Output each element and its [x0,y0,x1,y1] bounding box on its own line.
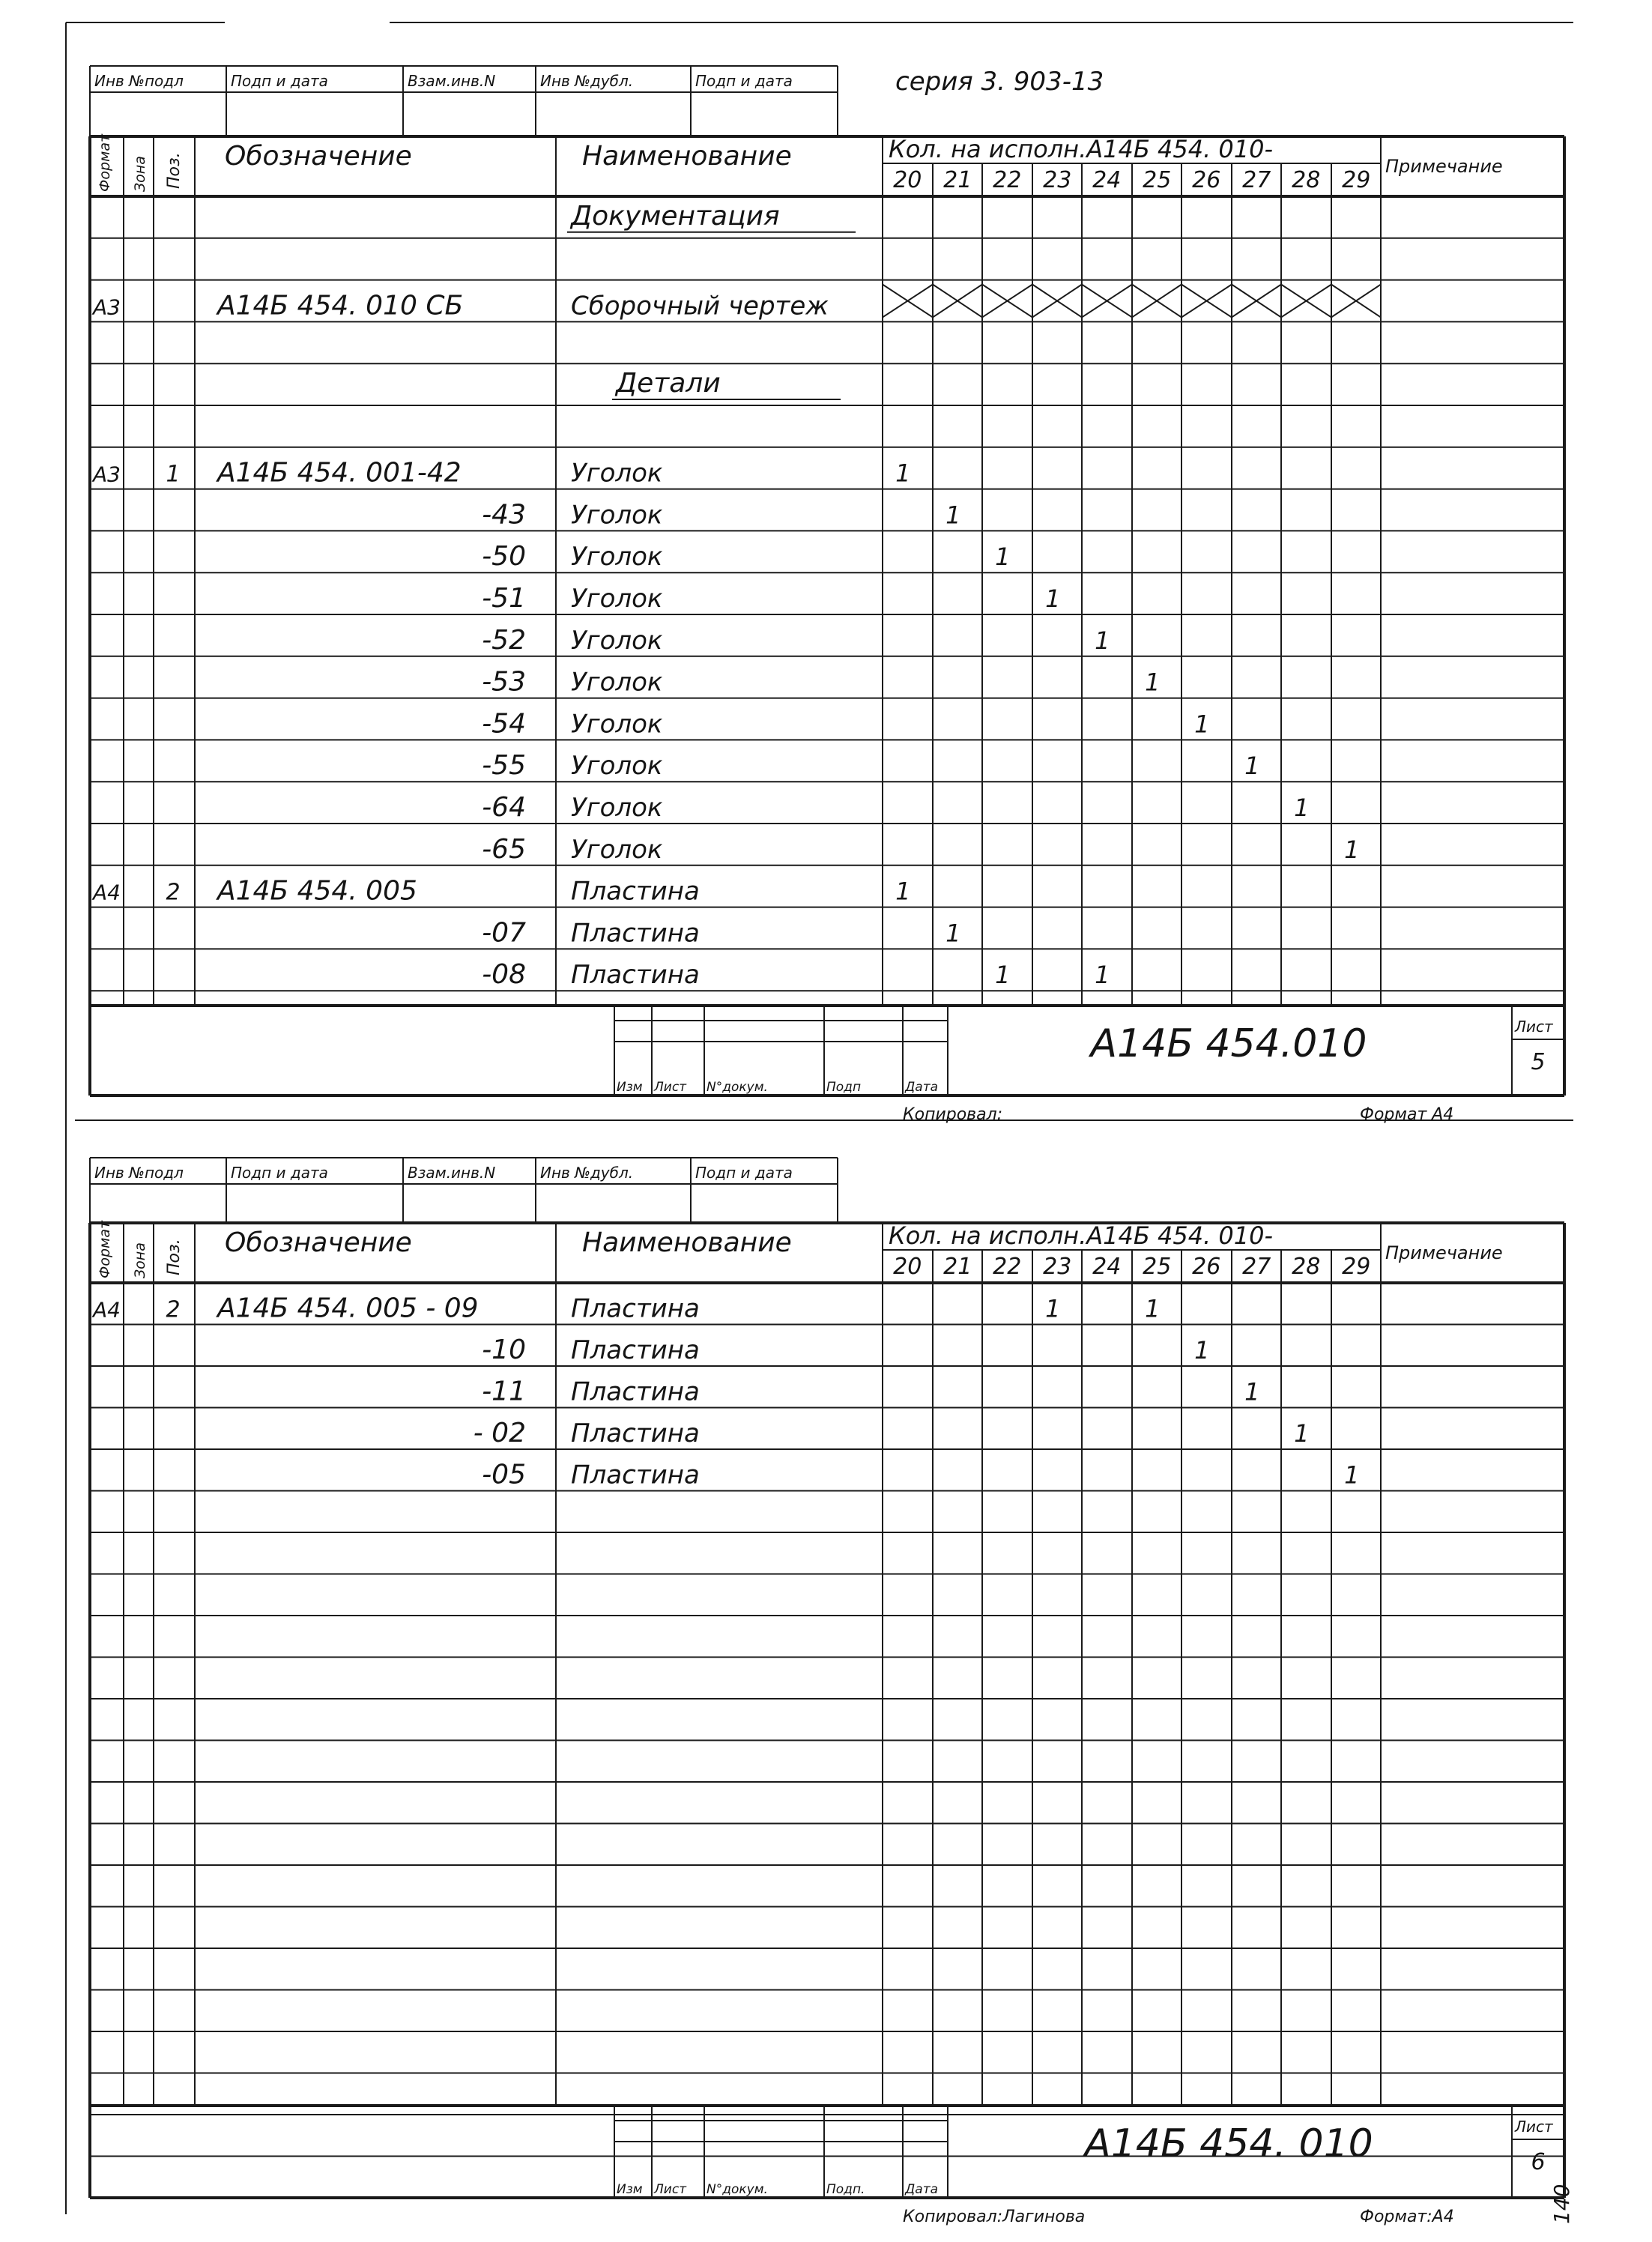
cell-designation: -05 [482,1459,526,1490]
qty-value: 1 [995,961,1011,990]
cell-name: Уголок [571,793,663,823]
sheet-label: Лист [1515,1018,1553,1036]
format-note: Формат А4 [1360,1105,1454,1124]
qty-value: 1 [1244,1377,1260,1406]
header-qty-col: 23 [1043,167,1072,193]
cell-designation: -53 [482,666,526,698]
section-title: Документация [571,200,780,232]
cell-designation: А14Б 454. 005 - 09 [217,1293,479,1324]
document-code: А14Б 454.010 [1090,1021,1367,1066]
header-qty-col: 27 [1242,167,1271,193]
cell-pos: 2 [166,1296,181,1323]
qty-value: 1 [1095,626,1110,655]
stamp-header: Взам.инв.N [408,72,496,90]
qty-value: 1 [895,459,911,488]
cell-designation: -52 [482,624,526,656]
cell-name: Пластина [571,1460,700,1490]
cell-name: Пластина [571,1293,700,1324]
stamp-header: Инв №подл [94,72,184,90]
header-qty-title: Кол. на исполн.А14Б 454. 010- [889,1221,1274,1250]
header-qty-col: 21 [943,1254,972,1280]
qty-value: 1 [1294,794,1310,822]
frame-lines [66,22,1573,2214]
qty-value: 1 [945,501,961,530]
header-note: Примечание [1385,156,1503,177]
header-qty-col: 29 [1342,1254,1371,1280]
title-block-label: Лист [654,1080,687,1095]
qty-value: 1 [945,919,961,948]
cell-name: Уголок [571,584,663,614]
qty-value: 1 [1045,1294,1061,1323]
header-qty-col: 28 [1292,167,1321,193]
cell-name: Пластина [571,960,700,991]
cell-designation: -51 [482,583,526,614]
sheet-number: 6 [1531,2149,1546,2175]
cell-designation: -54 [482,708,526,740]
header-pos: Поз. [165,1239,184,1275]
qty-value: 1 [1145,1294,1161,1323]
sheet-number: 5 [1531,1049,1546,1075]
cell-name: Пластина [571,918,700,949]
stamp-header: Инв №дубл. [540,1164,634,1182]
header-format: Формат [97,1220,113,1278]
header-qty-col: 26 [1192,167,1221,193]
stamp-header: Подп и дата [695,1164,793,1182]
header-qty-col: 20 [893,167,922,193]
cell-designation: А14Б 454. 005 [217,875,417,907]
cell-name: Уголок [571,709,663,740]
qty-value: 1 [1045,584,1061,613]
title-block-label: Дата [905,2182,939,2197]
cell-name: Пластина [571,1377,700,1407]
header-qty-col: 23 [1043,1254,1072,1280]
header-designation: Обозначение [225,141,412,172]
qty-value: 1 [1294,1419,1310,1448]
title-block-label: Изм [617,2182,643,2197]
cell-pos: 2 [166,879,181,906]
qty-value: 1 [1095,961,1110,990]
cell-designation: -50 [482,541,526,572]
stamp-header: Подп и дата [231,1164,328,1182]
cell-name: Уголок [571,625,663,656]
cell-designation: -43 [482,499,526,531]
cell-format: А3 [93,462,121,487]
cell-designation: А14Б 454. 001-42 [217,457,462,489]
cell-format: А4 [93,880,121,905]
cell-name: Пластина [571,1335,700,1365]
header-note: Примечание [1385,1242,1503,1263]
title-block-label: Подп. [826,2182,865,2197]
cell-name: Уголок [571,751,663,782]
stamp-header: Подп и дата [231,72,328,90]
cell-designation: -11 [482,1376,526,1407]
cell-designation: -64 [482,792,526,823]
header-qty-col: 22 [993,1254,1022,1280]
cell-name: Уголок [571,834,663,865]
cell-pos: 1 [166,461,181,488]
header-qty-col: 29 [1342,167,1371,193]
header-qty-col: 20 [893,1254,922,1280]
cell-designation: -65 [482,833,526,865]
qty-value: 1 [1194,710,1210,739]
section-title: Детали [616,368,721,399]
cell-name: Уголок [571,542,663,572]
header-format: Формат [97,133,113,192]
stamp-header: Инв №дубл. [540,72,634,90]
cell-designation: -10 [482,1335,526,1365]
cell-designation: - 02 [473,1418,526,1448]
cell-format: А4 [93,1297,121,1323]
cell-name: Пластина [571,876,700,907]
header-qty-col: 22 [993,167,1022,193]
copied-by: Копировал: [903,1105,1003,1124]
qty-value: 1 [1344,1460,1360,1490]
copied-by: Копировал:Лагинова [903,2208,1086,2226]
sheet-label: Лист [1515,2118,1553,2136]
header-qty-col: 25 [1143,1254,1172,1280]
cell-name: Уголок [571,458,663,489]
header-pos: Поз. [165,152,184,189]
format-note: Формат:А4 [1360,2208,1454,2226]
header-zone: Зона [132,156,148,192]
header-zone: Зона [132,1242,148,1278]
cell-name: Пластина [571,1418,700,1448]
header-qty-col: 26 [1192,1254,1221,1280]
document-code: А14Б 454. 010 [1084,2121,1373,2166]
header-qty-col: 27 [1242,1254,1271,1280]
text-layer [91,67,1574,2226]
qty-value: 1 [1194,1336,1210,1365]
stamp-header: Взам.инв.N [408,1164,496,1182]
cell-format: А3 [93,294,121,320]
series-label: серия 3. 903-13 [895,67,1104,97]
cell-designation: -55 [482,750,526,782]
cell-name: Уголок [571,500,663,531]
cell-name: Уголок [571,667,663,698]
header-name: Наименование [582,141,792,172]
header-qty-title: Кол. на исполн.А14Б 454. 010- [889,135,1274,163]
cell-designation: -07 [482,917,526,949]
title-block-label: Лист [654,2182,687,2197]
qty-value: 1 [1344,835,1360,864]
qty-value: 1 [895,877,911,906]
qty-value: 1 [1244,752,1260,781]
title-block-label: N°докум. [707,2182,768,2197]
header-qty-col: 21 [943,167,972,193]
stamp-header: Подп и дата [695,72,793,90]
header-qty-col: 24 [1092,167,1122,193]
cell-designation: -08 [482,959,526,991]
title-block-label: Изм [617,1080,643,1095]
header-qty-col: 28 [1292,1254,1321,1280]
header-qty-col: 24 [1092,1254,1122,1280]
header-qty-col: 25 [1143,167,1172,193]
qty-value: 1 [1145,668,1161,697]
title-block-label: Дата [905,1080,939,1095]
qty-value: 1 [995,543,1011,572]
header-designation: Обозначение [225,1227,412,1258]
page-mark: 140 [1549,2184,1574,2224]
cell-designation: А14Б 454. 010 СБ [217,290,464,321]
title-block-label: N°докум. [707,1080,768,1095]
stamp-header: Инв №подл [94,1164,184,1182]
title-block-label: Подп [826,1080,862,1095]
header-name: Наименование [582,1227,792,1258]
cell-name: Сборочный чертеж [571,291,829,321]
